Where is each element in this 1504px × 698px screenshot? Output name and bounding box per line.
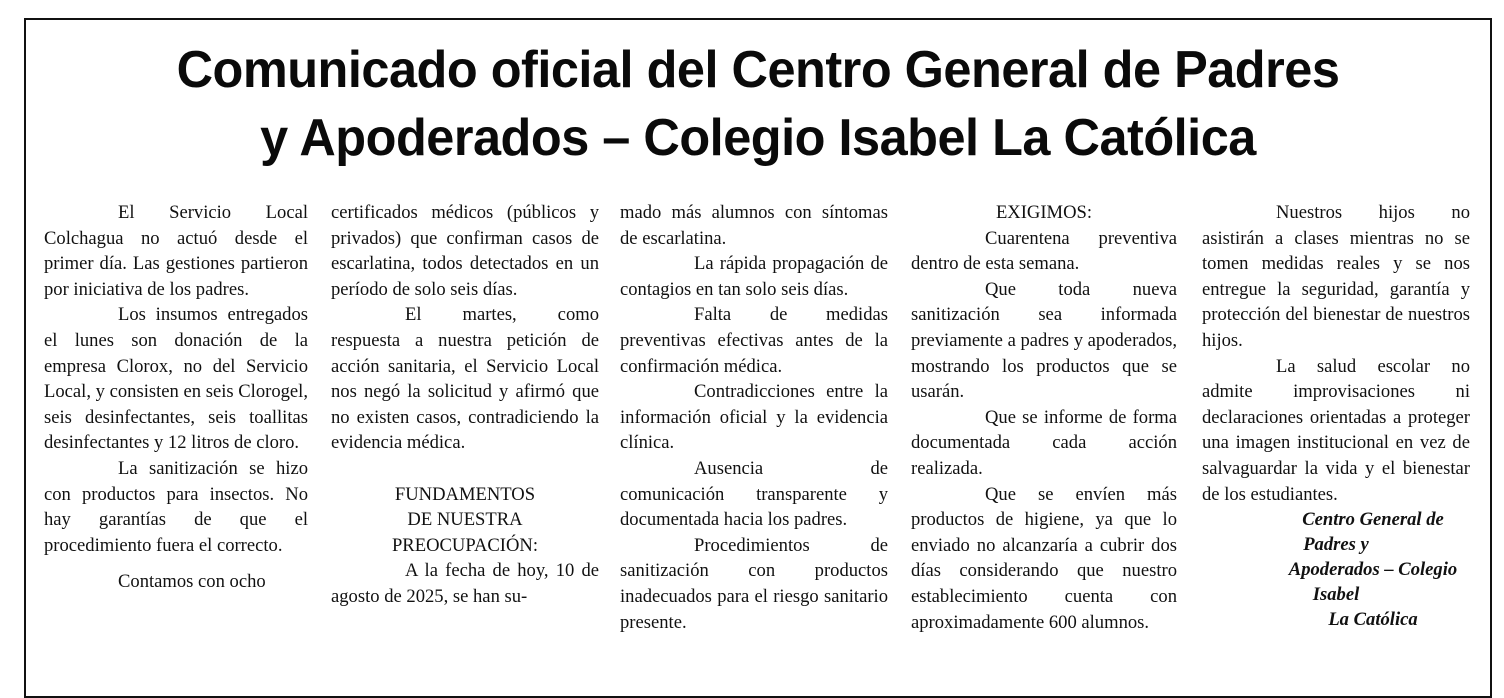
column-2 bbox=[331, 200, 599, 610]
column-5 bbox=[1202, 200, 1470, 632]
signature-line-3: La Católica bbox=[1328, 609, 1418, 631]
column-4 bbox=[911, 200, 1177, 635]
paragraph: Los insumos entregados el lunes son donación de la empresa Clorox, no del Servicio Local, y consisten en seis Clorogel, seis desinfectantes, seis toallitas desinfectantes y 12 litros de cloro. bbox=[44, 304, 308, 454]
section-heading: EXIGIMOS: bbox=[995, 202, 1093, 223]
paragraph: mado más alumnos con síntomas de escarlatina. bbox=[620, 202, 888, 249]
paragraph: La sanitización se hizo con productos para insectos. No hay garantías de que el procedimiento fuera el correcto. bbox=[44, 457, 308, 556]
paragraph: El Servicio Local Colchagua no actuó desde el primer día. Las gestiones partieron por iniciativa de los padres. bbox=[44, 202, 308, 300]
column-1 bbox=[44, 200, 308, 595]
paragraph: Contradicciones entre la información oficial y la evidencia clínica. bbox=[620, 381, 888, 454]
paragraph: Procedimientos de sanitización con productos inadecuados para el riesgo sanitario presente. bbox=[620, 534, 888, 633]
signature bbox=[1202, 507, 1470, 632]
paragraph: La salud escolar no admite improvisaciones ni declaraciones orientadas a proteger una imagen institucional en vez de salvaguardar la vida y el bienestar de los estudiantes. bbox=[1202, 355, 1470, 505]
title-line-1: Comunicado oficial del Centro General de Padres bbox=[176, 41, 1340, 99]
paragraph: Cuarentena preventiva dentro de esta semana. bbox=[911, 227, 1177, 275]
paragraph: certificados médicos (públicos y privados) que confirman casos de escarlatina, todos detectados en un período de solo seis días. bbox=[331, 202, 599, 300]
column-3 bbox=[620, 200, 888, 635]
title-line-2: y Apoderados – Colegio Isabel La Católica bbox=[260, 109, 1256, 167]
paragraph: Que se informe de forma documentada cada acción realizada. bbox=[911, 406, 1177, 479]
paragraph: Falta de medidas preventivas efectivas antes de la confirmación médica. bbox=[620, 304, 888, 377]
article-title bbox=[46, 36, 1470, 172]
paragraph: Contamos con ocho bbox=[118, 571, 266, 593]
paragraph: Que se envíen más productos de higiene, ya que lo enviado no alcanzaría a cubrir dos días considerando que nuestro establecimiento cuenta con aproximadamente 600 alumnos. bbox=[911, 483, 1177, 633]
paragraph: Ausencia de comunicación transparente y documentada hacia los padres. bbox=[620, 457, 888, 531]
paragraph: El martes, como respuesta a nuestra petición de acción sanitaria, el Servicio Local nos negó la solicitud y afirmó que no existen casos, contradiciendo la evidencia médica. bbox=[331, 304, 599, 454]
paragraph: Nuestros hijos no asistirán a clases mientras no se tomen medidas reales y se nos entregue la seguridad, garantía y protección del bienestar de nuestros hijos. bbox=[1202, 202, 1470, 351]
section-heading: PREOCUPACIÓN: bbox=[391, 534, 539, 556]
section-heading: DE NUESTRA bbox=[407, 509, 523, 531]
signature-line-1: Centro General de Padres y bbox=[1302, 509, 1444, 556]
paragraph: Que toda nueva sanitización sea informada previamente a padres y apoderados, mostrando los productos que se usarán. bbox=[911, 278, 1177, 403]
paragraph: A la fecha de hoy, 10 de agosto de 2025, se han su- bbox=[331, 560, 599, 607]
section-heading: FUNDAMENTOS bbox=[394, 483, 536, 505]
paragraph: La rápida propagación de contagios en tan solo seis días. bbox=[620, 253, 888, 300]
signature-line-2: Apoderados – Colegio Isabel bbox=[1288, 559, 1458, 606]
